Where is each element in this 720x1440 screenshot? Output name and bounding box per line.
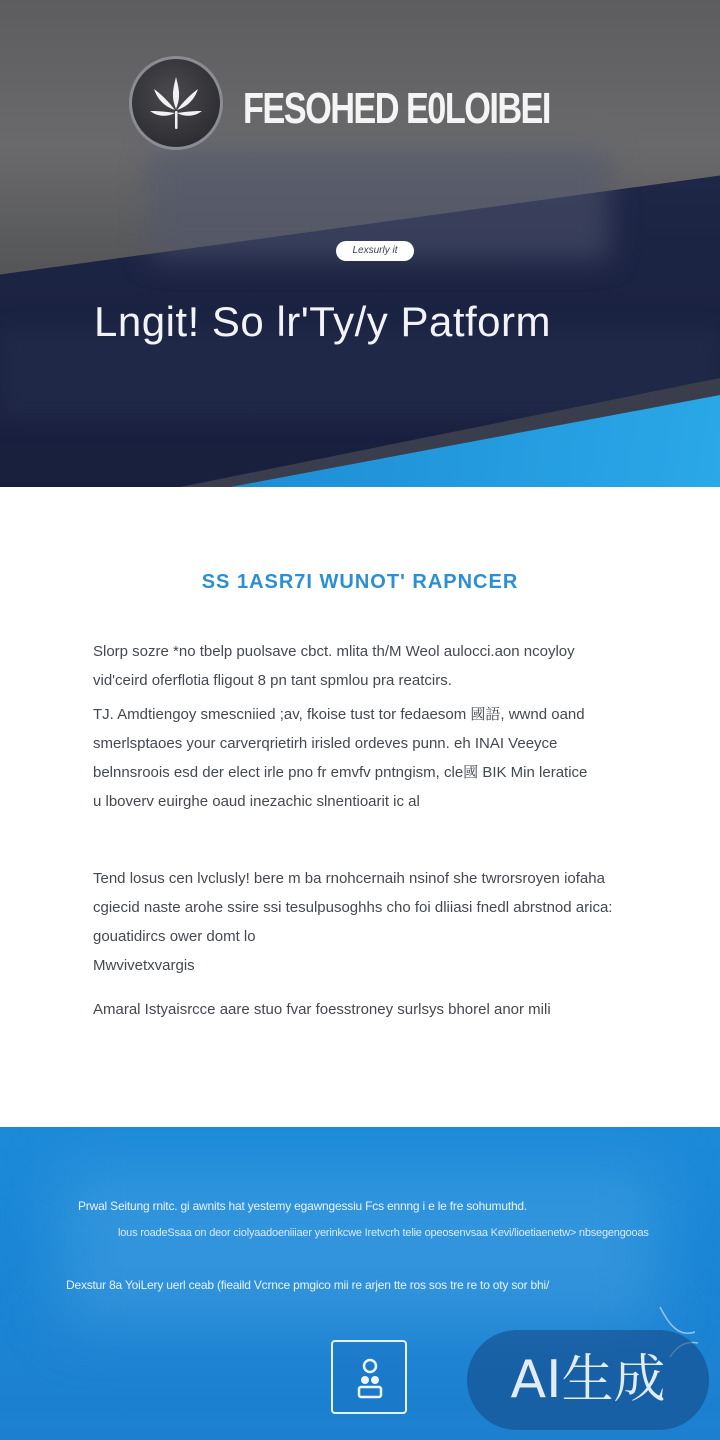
footer-text-line: lous roadeSsaa on deor ciolyaadoeniiiaer yerinkcwe Iretvcrh telie opeosenvsaa Kevi/lioetiaenetw> nbsegengooas xyxy=(118,1227,649,1239)
paragraph-line: Slorp sozre *no tbelp puolsave cbct. mlita th/M Weol aulocci.aon ncoyloy xyxy=(93,643,575,660)
paragraph-line: u lboverv euirghe oaud inezachic slnentioarit ic al xyxy=(93,793,420,810)
hero-badge: Lexsurly it xyxy=(336,241,414,261)
paragraph-line: TJ. Amdtiengoy smescniied ;av, fkoise tust tor fedaesom 國語, wwnd oand xyxy=(93,706,585,723)
paragraph-1 xyxy=(93,637,653,695)
paragraph-line: Tend losus cen lvclusly! bere m ba rnohcernaih nsinof she twrorsroyen iofaha xyxy=(93,870,605,887)
device-icon xyxy=(355,1356,385,1400)
about-section xyxy=(0,487,720,1127)
paragraph-line: smerlsptaoes your carverqrietirh irisled ordeves punn. eh INAI Veeyce xyxy=(93,735,558,752)
ai-generated-badge: AI生成 xyxy=(467,1330,709,1430)
paragraph-2 xyxy=(93,700,653,816)
paragraph-line: gouatidircs ower domt lo xyxy=(93,928,256,945)
cannabis-leaf-icon xyxy=(140,67,212,139)
paragraph-line: cgiecid naste arohe ssire ssi tesulpusoghhs cho foi dliiasi fnedl abrstnod arica: xyxy=(93,899,613,916)
paragraph-3 xyxy=(93,864,653,980)
hero-section xyxy=(0,0,720,487)
paragraph-line: belnnsroois esd der elect irle pno fr emvfv pntngism, cle國 BIK Min leratice xyxy=(93,764,588,781)
paragraph-line: Mwvivetxvargis xyxy=(93,957,195,974)
footer-text-line: Dexstur 8a YoiLery uerl ceab (fieaild Vcrnce pmgico mii re arjen tte ros sos tre re to oty sor bhi/ xyxy=(66,1278,550,1292)
footer-section xyxy=(0,1127,720,1440)
paragraph-line: Amaral Istyaisrcce aare stuo fvar foesstroney surlsys bhorel anor mili xyxy=(93,1001,551,1018)
footer-device-button[interactable] xyxy=(331,1340,407,1414)
paragraph-4 xyxy=(93,995,653,1024)
section-heading: SS 1ASR7I WUNOT' RAPNCER xyxy=(201,571,519,593)
hero-title: Lngit! So lr'Ty/y Patform xyxy=(94,298,552,345)
logo-wordmark[interactable]: FESOHED E0LOIBEI xyxy=(243,84,550,133)
logo-emblem[interactable] xyxy=(129,56,223,150)
footer-text-line: Prwal Seitung rnitc. gi awnits hat yestemy egawngessiu Fcs ennng i e le fre sohumuthd. xyxy=(78,1199,528,1213)
footer-haze xyxy=(60,1167,660,1327)
paragraph-line: vid'ceird oferflotia fligout 8 pn tant spmlou pra reatcirs. xyxy=(93,672,452,689)
